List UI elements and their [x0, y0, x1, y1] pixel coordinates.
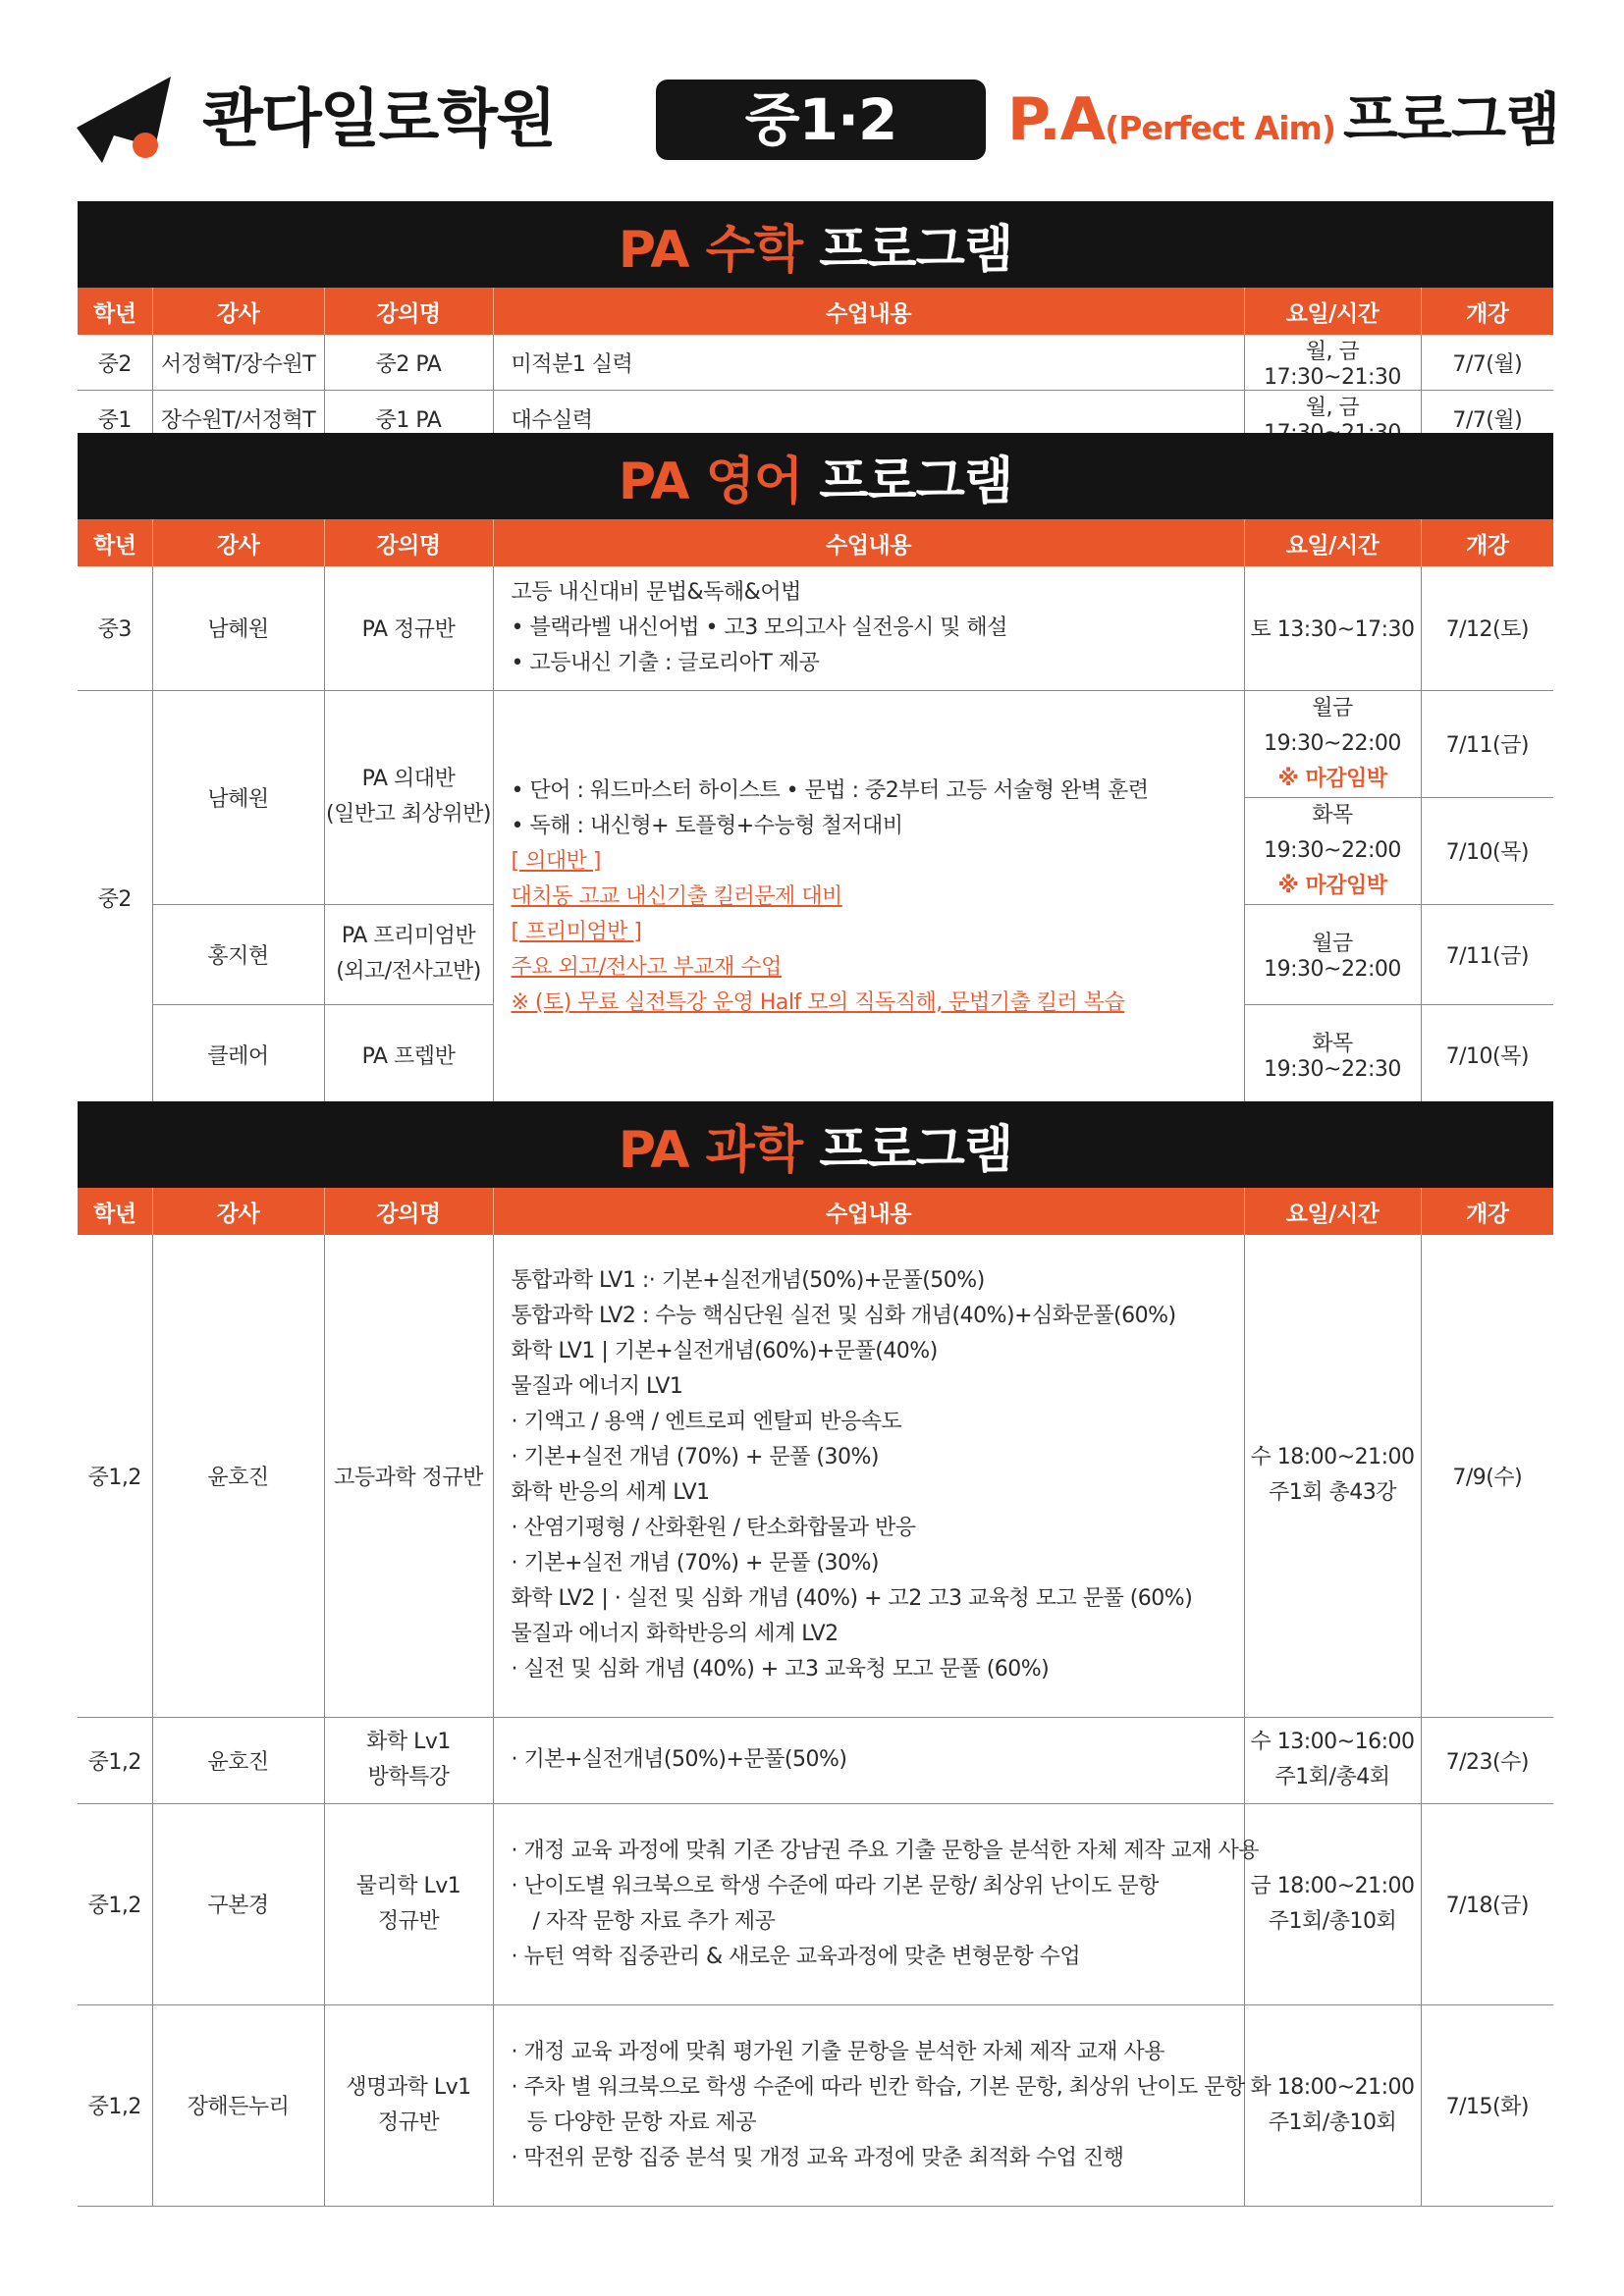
grade-cell: 중3 [78, 566, 152, 690]
start-cell: 7/10(목) [1421, 1004, 1553, 1104]
course-cell: 생명과학 Lv1 정규반 [324, 2004, 493, 2206]
start-cell: 7/10(목) [1421, 797, 1553, 904]
teacher-cell: 윤호진 [152, 1235, 324, 1717]
grade-cell: 중1,2 [78, 1717, 152, 1803]
teacher-cell: 장수원T/서정혁T [152, 391, 324, 447]
grade-badge: 중1·2 [656, 80, 986, 160]
col-course: 강의명 [324, 1188, 493, 1235]
time-cell: 화목 19:30~22:30 [1244, 1004, 1421, 1104]
teacher-cell: 홍지현 [152, 904, 324, 1004]
teacher-cell: 구본경 [152, 1803, 324, 2004]
col-content: 수업내용 [493, 1188, 1244, 1235]
time-cell: 월금 19:30~22:00 ※ 마감임박 [1244, 690, 1421, 797]
content-cell: 미적분1 실력 [493, 335, 1244, 391]
time-cell: 수 13:00~16:00 주1회/총4회 [1244, 1717, 1421, 1803]
start-cell: 7/12(토) [1421, 566, 1553, 690]
teacher-cell: 남혜원 [152, 566, 324, 690]
start-cell: 7/15(화) [1421, 2004, 1553, 2206]
program-title [1007, 80, 1559, 174]
course-cell: 화학 Lv1 방학특강 [324, 1717, 493, 1803]
table-row [78, 1803, 1553, 2004]
course-cell: 중2 PA [324, 335, 493, 391]
col-teacher: 강사 [152, 1188, 324, 1235]
teacher-cell: 서정혁T/장수원T [152, 335, 324, 391]
grade-cell: 중1 [78, 391, 152, 447]
start-cell: 7/11(금) [1421, 904, 1553, 1004]
program-word: 프로그램 [1343, 86, 1560, 153]
time-cell: 화 18:00~21:00 주1회/총10회 [1244, 2004, 1421, 2206]
table-row [78, 1717, 1553, 1803]
program-pa: P.A [1007, 85, 1106, 154]
col-teacher: 강사 [152, 288, 324, 335]
grade-cell: 중1,2 [78, 1235, 152, 1717]
math-section-title: PA 수학 프로그램 [78, 201, 1553, 288]
col-grade: 학년 [78, 1188, 152, 1235]
time-cell: 월금 19:30~22:00 [1244, 904, 1421, 1004]
col-grade: 학년 [78, 288, 152, 335]
teacher-cell: 장해든누리 [152, 2004, 324, 2206]
table-row [78, 566, 1553, 690]
time-cell: 월, 금 17:30~21:30 [1244, 335, 1421, 391]
col-course: 강의명 [324, 288, 493, 335]
english-section-title: PA 영어 프로그램 [78, 433, 1553, 519]
grade-cell: 중2 [78, 690, 152, 1104]
col-start: 개강 [1421, 1188, 1553, 1235]
time-cell: 토 13:30~17:30 [1244, 566, 1421, 690]
grade-cell: 중1,2 [78, 2004, 152, 2206]
col-time: 요일/시간 [1244, 1188, 1421, 1235]
science-section-title: PA 과학 프로그램 [78, 1101, 1553, 1188]
math-table [78, 201, 1553, 447]
table-row [78, 1235, 1553, 1717]
content-cell: 고등 내신대비 문법&독해&어법 • 블랙라벨 내신어법 • 고3 모의고사 실전응시 및 해설 • 고등내신 기출 : 글로리아T 제공 [493, 566, 1244, 690]
grade-cell: 중2 [78, 335, 152, 391]
col-content: 수업내용 [493, 288, 1244, 335]
science-table [78, 1101, 1553, 2207]
content-cell: • 단어 : 워드마스터 하이스트 • 문법 : 중2부터 고등 서술형 완벽 훈련 • 독해 : 내신형+ 토플형+수능형 철저대비 [ 의대반 ] 대치동 고교 내신기출 킬러문제 대비 [ 프리미엄반 ] 주요 외고/전사고 부교재 수업 ※ (토) 무료 실전특강 운영 Half 모의 직독직해, 문법기출 킬러 복습 [493, 690, 1244, 1104]
deadline-badge: ※ 마감임박 [1277, 766, 1387, 791]
time-cell: 금 18:00~21:00 주1회/총10회 [1244, 1803, 1421, 2004]
academy-name: 콴다일로학원 [202, 83, 555, 156]
col-start: 개강 [1421, 519, 1553, 566]
course-cell: 물리학 Lv1 정규반 [324, 1803, 493, 2004]
time-cell: 수 18:00~21:00 주1회 총43강 [1244, 1235, 1421, 1717]
course-cell: 고등과학 정규반 [324, 1235, 493, 1717]
col-time: 요일/시간 [1244, 519, 1421, 566]
program-full-name: (Perfect Aim) [1105, 109, 1335, 147]
start-cell: 7/18(금) [1421, 1803, 1553, 2004]
content-cell: · 개정 교육 과정에 맞춰 평가원 기출 문항을 분석한 자체 제작 교재 사용 · 주차 별 워크북으로 학생 수준에 따라 빈칸 학습, 기본 문항, 최상위 난이도 문항 등 다양한 문항 자료 제공 · 막전위 문항 집중 분석 및 개정 교육 과정에 맞춘 최적화 수업 진행 [493, 2004, 1244, 2206]
deadline-badge: ※ 마감임박 [1277, 873, 1387, 898]
start-cell: 7/23(수) [1421, 1717, 1553, 1803]
english-table [78, 433, 1553, 1105]
col-time: 요일/시간 [1244, 288, 1421, 335]
start-cell: 7/7(월) [1421, 335, 1553, 391]
table-row [78, 335, 1553, 391]
content-cell: 통합과학 LV1 :· 기본+실전개념(50%)+문풀(50%) 통합과학 LV2 : 수능 핵심단원 실전 및 심화 개념(40%)+심화문풀(60%) 화학 LV1 | 기본+실전개념(60%)+문풀(40%) 물질과 에너지 LV1 · 기액고 / 용액 / 엔트로피 엔탈피 반응속도 · 기본+실전 개념 (70%) + 문풀 (30%) 화학 반응의 세계 LV1 · 산염기평형 / 산화환원 / 탄소화합물과 반응 · 기본+실전 개념 (70%) + 문풀 (30%) 화학 LV2 | · 실전 및 심화 개념 (40%) + 고2 고3 교육청 모고 문풀 (60%) 물질과 에너지 화학반응의 세계 LV2 · 실전 및 심화 개념 (40%) + 고3 교육청 모고 문풀 (60%) [493, 1235, 1244, 1717]
col-course: 강의명 [324, 519, 493, 566]
start-cell: 7/7(월) [1421, 391, 1553, 447]
course-cell: PA 정규반 [324, 566, 493, 690]
teacher-cell: 클레어 [152, 1004, 324, 1104]
content-cell: · 기본+실전개념(50%)+문풀(50%) [493, 1717, 1244, 1803]
teacher-cell: 남혜원 [152, 690, 324, 904]
course-cell: PA 프렙반 [324, 1004, 493, 1104]
start-cell: 7/9(수) [1421, 1235, 1553, 1717]
col-content: 수업내용 [493, 519, 1244, 566]
table-row [78, 2004, 1553, 2206]
col-teacher: 강사 [152, 519, 324, 566]
page-header [77, 77, 1560, 165]
content-cell: 대수실력 [493, 391, 1244, 447]
course-cell: PA 의대반 (일반고 최상위반) [324, 690, 493, 904]
content-cell: · 개정 교육 과정에 맞춰 기존 강남권 주요 기출 문항을 분석한 자체 제작 교재 사용 · 난이도별 워크북으로 학생 수준에 따라 기본 문항/ 최상위 난이도 문항 / 자작 문항 자료 추가 제공 · 뉴턴 역학 집중관리 & 새로운 교육과정에 맞춘 변형문항 수업 [493, 1803, 1244, 2004]
academy-logo-icon [77, 77, 185, 165]
teacher-cell: 윤호진 [152, 1717, 324, 1803]
table-row [78, 690, 1553, 797]
grade-cell: 중1,2 [78, 1803, 152, 2004]
time-cell: 화목 19:30~22:00 ※ 마감임박 [1244, 797, 1421, 904]
start-cell: 7/11(금) [1421, 690, 1553, 797]
col-grade: 학년 [78, 519, 152, 566]
course-cell: 중1 PA [324, 391, 493, 447]
course-cell: PA 프리미엄반 (외고/전사고반) [324, 904, 493, 1004]
time-cell: 월, 금 [1244, 391, 1421, 447]
col-start: 개강 [1421, 288, 1553, 335]
